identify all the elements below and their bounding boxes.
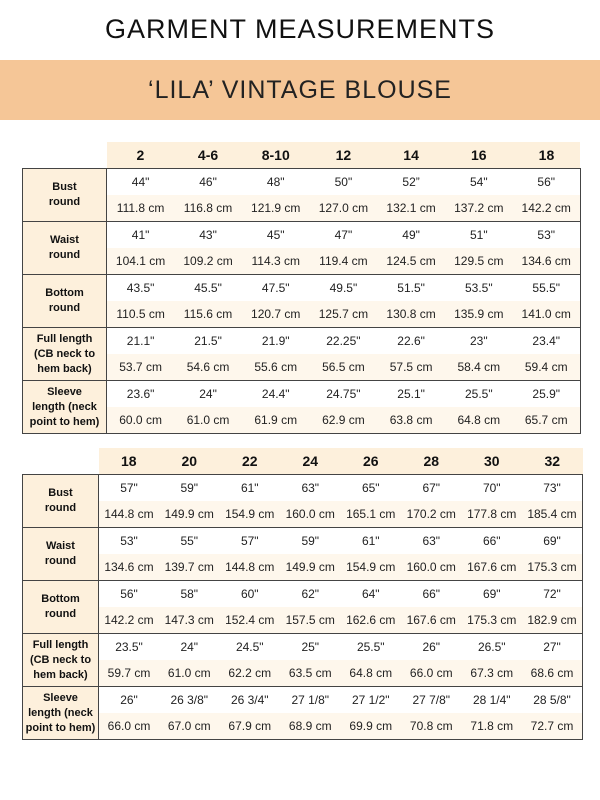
value-cm: 66.0 cm [401, 660, 462, 687]
value-cm: 68.6 cm [522, 660, 583, 687]
value-inches: 60" [220, 581, 281, 608]
header-corner [23, 448, 99, 475]
value-inches: 27 1/8" [280, 687, 341, 714]
value-inches: 53" [513, 222, 581, 249]
value-cm: 141.0 cm [513, 301, 581, 328]
value-cm: 58.4 cm [445, 354, 513, 381]
value-inches: 28 1/4" [462, 687, 523, 714]
value-inches: 61" [341, 528, 402, 555]
measurement-label: Bust round [23, 169, 107, 222]
value-inches: 25.1" [377, 381, 445, 408]
value-inches: 65" [341, 475, 402, 502]
value-inches: 63" [401, 528, 462, 555]
value-inches: 57" [99, 475, 160, 502]
value-cm: 132.1 cm [377, 195, 445, 222]
size-header: 2 [107, 142, 175, 169]
value-inches: 22.6" [377, 328, 445, 355]
value-inches: 69" [522, 528, 583, 555]
measurement-row-inches [23, 528, 583, 555]
value-cm: 157.5 cm [280, 607, 341, 634]
value-cm: 110.5 cm [107, 301, 175, 328]
measurement-row-inches [23, 169, 581, 196]
value-inches: 27 1/2" [341, 687, 402, 714]
value-inches: 26.5" [462, 634, 523, 661]
value-inches: 25.5" [341, 634, 402, 661]
value-inches: 25.5" [445, 381, 513, 408]
value-inches: 47" [310, 222, 378, 249]
measurement-row-inches [23, 581, 583, 608]
value-inches: 59" [159, 475, 220, 502]
value-inches: 54" [445, 169, 513, 196]
value-inches: 44" [107, 169, 175, 196]
value-cm: 71.8 cm [462, 713, 523, 740]
value-inches: 23.6" [107, 381, 175, 408]
value-inches: 48" [242, 169, 310, 196]
value-inches: 27" [522, 634, 583, 661]
value-cm: 111.8 cm [107, 195, 175, 222]
value-inches: 25.9" [513, 381, 581, 408]
value-cm: 59.7 cm [99, 660, 160, 687]
value-inches: 26 3/4" [220, 687, 281, 714]
value-cm: 142.2 cm [513, 195, 581, 222]
value-inches: 51.5" [377, 275, 445, 302]
measurement-row-inches [23, 634, 583, 661]
measurement-row-cm [23, 713, 583, 740]
measurement-label: Waist round [23, 528, 99, 581]
value-cm: 170.2 cm [401, 501, 462, 528]
value-cm: 67.9 cm [220, 713, 281, 740]
measurement-label: Bottom round [23, 275, 107, 328]
value-inches: 45.5" [174, 275, 242, 302]
value-cm: 66.0 cm [99, 713, 160, 740]
size-header: 18 [99, 448, 160, 475]
value-inches: 61" [220, 475, 281, 502]
size-header: 28 [401, 448, 462, 475]
size-header: 18 [513, 142, 581, 169]
value-cm: 56.5 cm [310, 354, 378, 381]
size-header: 12 [310, 142, 378, 169]
measurement-label: Bottom round [23, 581, 99, 634]
value-cm: 185.4 cm [522, 501, 583, 528]
value-cm: 120.7 cm [242, 301, 310, 328]
value-inches: 23.4" [513, 328, 581, 355]
value-cm: 53.7 cm [107, 354, 175, 381]
measurement-row-cm [23, 248, 581, 275]
value-cm: 135.9 cm [445, 301, 513, 328]
measurement-label: Sleeve length (neck point to hem) [23, 381, 107, 434]
measurement-row-inches [23, 381, 581, 408]
value-cm: 54.6 cm [174, 354, 242, 381]
value-cm: 115.6 cm [174, 301, 242, 328]
measurement-row-inches [23, 475, 583, 502]
measurement-row-inches [23, 275, 581, 302]
value-inches: 58" [159, 581, 220, 608]
size-header: 24 [280, 448, 341, 475]
value-inches: 26" [401, 634, 462, 661]
measurement-row-cm [23, 607, 583, 634]
value-cm: 130.8 cm [377, 301, 445, 328]
size-header: 32 [522, 448, 583, 475]
size-header-row [23, 142, 581, 169]
value-cm: 137.2 cm [445, 195, 513, 222]
value-cm: 62.2 cm [220, 660, 281, 687]
value-cm: 124.5 cm [377, 248, 445, 275]
value-cm: 149.9 cm [280, 554, 341, 581]
value-inches: 27 7/8" [401, 687, 462, 714]
size-header: 16 [445, 142, 513, 169]
value-cm: 64.8 cm [341, 660, 402, 687]
size-header: 8-10 [242, 142, 310, 169]
value-cm: 121.9 cm [242, 195, 310, 222]
value-cm: 69.9 cm [341, 713, 402, 740]
measurement-label: Waist round [23, 222, 107, 275]
measurement-row-cm [23, 301, 581, 328]
value-cm: 154.9 cm [341, 554, 402, 581]
value-inches: 69" [462, 581, 523, 608]
value-cm: 160.0 cm [280, 501, 341, 528]
value-cm: 67.3 cm [462, 660, 523, 687]
value-inches: 53" [99, 528, 160, 555]
value-cm: 55.6 cm [242, 354, 310, 381]
value-inches: 66" [462, 528, 523, 555]
value-inches: 59" [280, 528, 341, 555]
value-inches: 23.5" [99, 634, 160, 661]
value-inches: 64" [341, 581, 402, 608]
value-inches: 24" [159, 634, 220, 661]
value-inches: 70" [462, 475, 523, 502]
value-cm: 61.0 cm [159, 660, 220, 687]
value-cm: 160.0 cm [401, 554, 462, 581]
value-cm: 70.8 cm [401, 713, 462, 740]
value-cm: 65.7 cm [513, 407, 581, 434]
value-cm: 119.4 cm [310, 248, 378, 275]
value-cm: 114.3 cm [242, 248, 310, 275]
value-inches: 55.5" [513, 275, 581, 302]
value-cm: 61.0 cm [174, 407, 242, 434]
value-cm: 127.0 cm [310, 195, 378, 222]
garment-name: ‘LILA’ VINTAGE BLOUSE [148, 75, 452, 104]
value-cm: 147.3 cm [159, 607, 220, 634]
value-cm: 104.1 cm [107, 248, 175, 275]
value-inches: 66" [401, 581, 462, 608]
value-cm: 162.6 cm [341, 607, 402, 634]
value-inches: 24.4" [242, 381, 310, 408]
value-cm: 152.4 cm [220, 607, 281, 634]
value-cm: 64.8 cm [445, 407, 513, 434]
size-header: 4-6 [174, 142, 242, 169]
value-inches: 45" [242, 222, 310, 249]
measurement-row-cm [23, 195, 581, 222]
value-cm: 60.0 cm [107, 407, 175, 434]
measurement-label: Sleeve length (neck point to hem) [23, 687, 99, 740]
value-cm: 175.3 cm [522, 554, 583, 581]
size-table-1 [22, 142, 581, 434]
value-inches: 72" [522, 581, 583, 608]
measurement-row-inches [23, 687, 583, 714]
value-cm: 142.2 cm [99, 607, 160, 634]
value-cm: 67.0 cm [159, 713, 220, 740]
value-inches: 51" [445, 222, 513, 249]
value-inches: 47.5" [242, 275, 310, 302]
value-cm: 167.6 cm [401, 607, 462, 634]
value-cm: 175.3 cm [462, 607, 523, 634]
size-header: 30 [462, 448, 523, 475]
size-header: 22 [220, 448, 281, 475]
measurement-row-cm [23, 554, 583, 581]
value-cm: 125.7 cm [310, 301, 378, 328]
value-inches: 46" [174, 169, 242, 196]
value-inches: 26 3/8" [159, 687, 220, 714]
value-cm: 63.8 cm [377, 407, 445, 434]
value-inches: 21.1" [107, 328, 175, 355]
value-cm: 68.9 cm [280, 713, 341, 740]
value-inches: 43" [174, 222, 242, 249]
measurement-row-cm [23, 354, 581, 381]
value-cm: 129.5 cm [445, 248, 513, 275]
value-cm: 167.6 cm [462, 554, 523, 581]
value-inches: 56" [513, 169, 581, 196]
measurement-label: Full length (CB neck to hem back) [23, 328, 107, 381]
value-inches: 24" [174, 381, 242, 408]
measurement-label: Bust round [23, 475, 99, 528]
value-inches: 23" [445, 328, 513, 355]
size-header-row [23, 448, 583, 475]
value-inches: 22.25" [310, 328, 378, 355]
value-inches: 57" [220, 528, 281, 555]
value-cm: 165.1 cm [341, 501, 402, 528]
value-inches: 49" [377, 222, 445, 249]
page-title: GARMENT MEASUREMENTS [104, 14, 496, 44]
value-cm: 177.8 cm [462, 501, 523, 528]
value-inches: 28 5/8" [522, 687, 583, 714]
value-inches: 55" [159, 528, 220, 555]
value-inches: 21.5" [174, 328, 242, 355]
value-inches: 49.5" [310, 275, 378, 302]
value-cm: 144.8 cm [99, 501, 160, 528]
measurement-row-inches [23, 328, 581, 355]
value-inches: 25" [280, 634, 341, 661]
value-cm: 72.7 cm [522, 713, 583, 740]
value-inches: 52” [377, 169, 445, 196]
value-inches: 24.5" [220, 634, 281, 661]
value-inches: 21.9" [242, 328, 310, 355]
value-inches: 56" [99, 581, 160, 608]
measurement-label: Full length (CB neck to hem back) [23, 634, 99, 687]
measurement-row-cm [23, 660, 583, 687]
value-cm: 182.9 cm [522, 607, 583, 634]
measurement-row-cm [23, 407, 581, 434]
value-cm: 63.5 cm [280, 660, 341, 687]
value-inches: 63" [280, 475, 341, 502]
value-cm: 57.5 cm [377, 354, 445, 381]
value-cm: 134.6 cm [99, 554, 160, 581]
value-cm: 61.9 cm [242, 407, 310, 434]
value-cm: 149.9 cm [159, 501, 220, 528]
value-cm: 62.9 cm [310, 407, 378, 434]
title-banner [0, 60, 600, 120]
value-cm: 134.6 cm [513, 248, 581, 275]
value-inches: 24.75" [310, 381, 378, 408]
value-inches: 43.5" [107, 275, 175, 302]
value-inches: 62" [280, 581, 341, 608]
value-cm: 144.8 cm [220, 554, 281, 581]
size-header: 26 [341, 448, 402, 475]
value-inches: 41" [107, 222, 175, 249]
value-inches: 50" [310, 169, 378, 196]
measurement-row-inches [23, 222, 581, 249]
value-inches: 67" [401, 475, 462, 502]
size-table-2 [22, 448, 583, 740]
size-header: 20 [159, 448, 220, 475]
value-cm: 109.2 cm [174, 248, 242, 275]
value-inches: 73" [522, 475, 583, 502]
value-cm: 154.9 cm [220, 501, 281, 528]
value-cm: 139.7 cm [159, 554, 220, 581]
size-header: 14 [377, 142, 445, 169]
value-cm: 59.4 cm [513, 354, 581, 381]
value-inches: 53.5" [445, 275, 513, 302]
header-corner [23, 142, 107, 169]
measurement-row-cm [23, 501, 583, 528]
value-inches: 26" [99, 687, 160, 714]
value-cm: 116.8 cm [174, 195, 242, 222]
